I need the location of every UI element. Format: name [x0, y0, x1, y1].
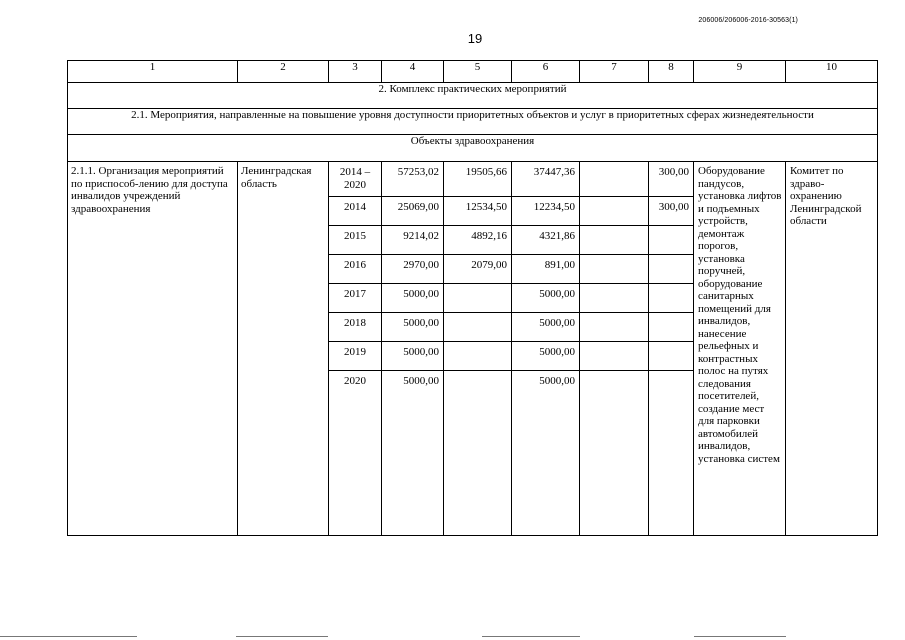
column-header: 4 — [382, 61, 444, 83]
row-value: 57253,02 — [382, 162, 444, 197]
row-value — [580, 313, 649, 342]
group-row — [68, 135, 878, 162]
column-header: 2 — [238, 61, 329, 83]
row-year: 2018 — [329, 313, 382, 342]
section-title: 2. Комплекс практических мероприятий — [68, 83, 878, 109]
row-value: 2079,00 — [444, 255, 512, 284]
row-value: 37447,36 — [512, 162, 580, 197]
row-value: 9214,02 — [382, 226, 444, 255]
scan-mark — [482, 636, 580, 637]
column-header: 6 — [512, 61, 580, 83]
row-value: 5000,00 — [382, 313, 444, 342]
row-value: 300,00 — [649, 197, 694, 226]
row-value — [580, 197, 649, 226]
group-title: Объекты здравоохранения — [68, 135, 878, 162]
item-region: Ленинградская область — [238, 162, 329, 536]
item-name: 2.1.1. Организация мероприятий по приспособ-лению для доступа инвалидов учреждений здравоохранения — [68, 162, 238, 536]
scan-mark — [0, 636, 137, 637]
scan-mark — [236, 636, 328, 637]
row-value — [649, 313, 694, 342]
section-row — [68, 83, 878, 109]
item-description: Оборудование пандусов, установка лифтов и подъемных устройств, демонтаж порогов, установка поручней, оборудование санитарных помещений для инвалидов, нанесение рельефных и контрастных полос на путях следования посетителей, создание мест для парковки автомобилей инвалидов, установка систем — [694, 162, 786, 536]
column-header: 8 — [649, 61, 694, 83]
column-header: 7 — [580, 61, 649, 83]
column-header: 1 — [68, 61, 238, 83]
row-value: 2970,00 — [382, 255, 444, 284]
row-value — [580, 255, 649, 284]
row-value: 5000,00 — [512, 371, 580, 536]
column-header: 9 — [694, 61, 786, 83]
subsection-title: 2.1. Мероприятия, направленные на повышение уровня доступности приоритетных объектов и услуг в приоритетных сферах жизнедеятельности — [68, 109, 878, 135]
row-value: 4321,86 — [512, 226, 580, 255]
row-year: 2015 — [329, 226, 382, 255]
row-year: 2014 – 2020 — [329, 162, 382, 197]
column-header: 10 — [786, 61, 878, 83]
row-year: 2019 — [329, 342, 382, 371]
subsection-row — [68, 109, 878, 135]
row-value — [580, 284, 649, 313]
item-responsible: Комитет по здраво-охранению Ленинградской области — [786, 162, 878, 536]
table-row — [68, 162, 878, 197]
row-year: 2020 — [329, 371, 382, 536]
row-year: 2017 — [329, 284, 382, 313]
row-value — [444, 313, 512, 342]
row-value — [580, 162, 649, 197]
row-value — [649, 371, 694, 536]
column-number-row — [68, 61, 878, 83]
row-value — [444, 342, 512, 371]
measures-table — [67, 60, 878, 536]
document-id: 206006/206006-2016-30563(1) — [698, 17, 798, 24]
scan-edge — [0, 636, 905, 638]
column-header: 3 — [329, 61, 382, 83]
scan-mark — [694, 636, 786, 637]
row-value — [444, 284, 512, 313]
row-value — [444, 371, 512, 536]
column-header: 5 — [444, 61, 512, 83]
row-year: 2016 — [329, 255, 382, 284]
row-value: 25069,00 — [382, 197, 444, 226]
row-value — [580, 226, 649, 255]
row-value: 4892,16 — [444, 226, 512, 255]
row-value: 19505,66 — [444, 162, 512, 197]
row-value: 300,00 — [649, 162, 694, 197]
row-value: 5000,00 — [512, 313, 580, 342]
row-value: 5000,00 — [382, 342, 444, 371]
row-value — [649, 342, 694, 371]
row-value: 5000,00 — [512, 284, 580, 313]
row-value — [649, 255, 694, 284]
row-value: 5000,00 — [382, 284, 444, 313]
row-value: 12234,50 — [512, 197, 580, 226]
row-value: 5000,00 — [512, 342, 580, 371]
row-value: 12534,50 — [444, 197, 512, 226]
row-value — [649, 226, 694, 255]
row-value — [580, 342, 649, 371]
row-value — [580, 371, 649, 536]
row-value — [649, 284, 694, 313]
row-value: 5000,00 — [382, 371, 444, 536]
row-year: 2014 — [329, 197, 382, 226]
page-number: 19 — [467, 31, 483, 46]
row-value: 891,00 — [512, 255, 580, 284]
